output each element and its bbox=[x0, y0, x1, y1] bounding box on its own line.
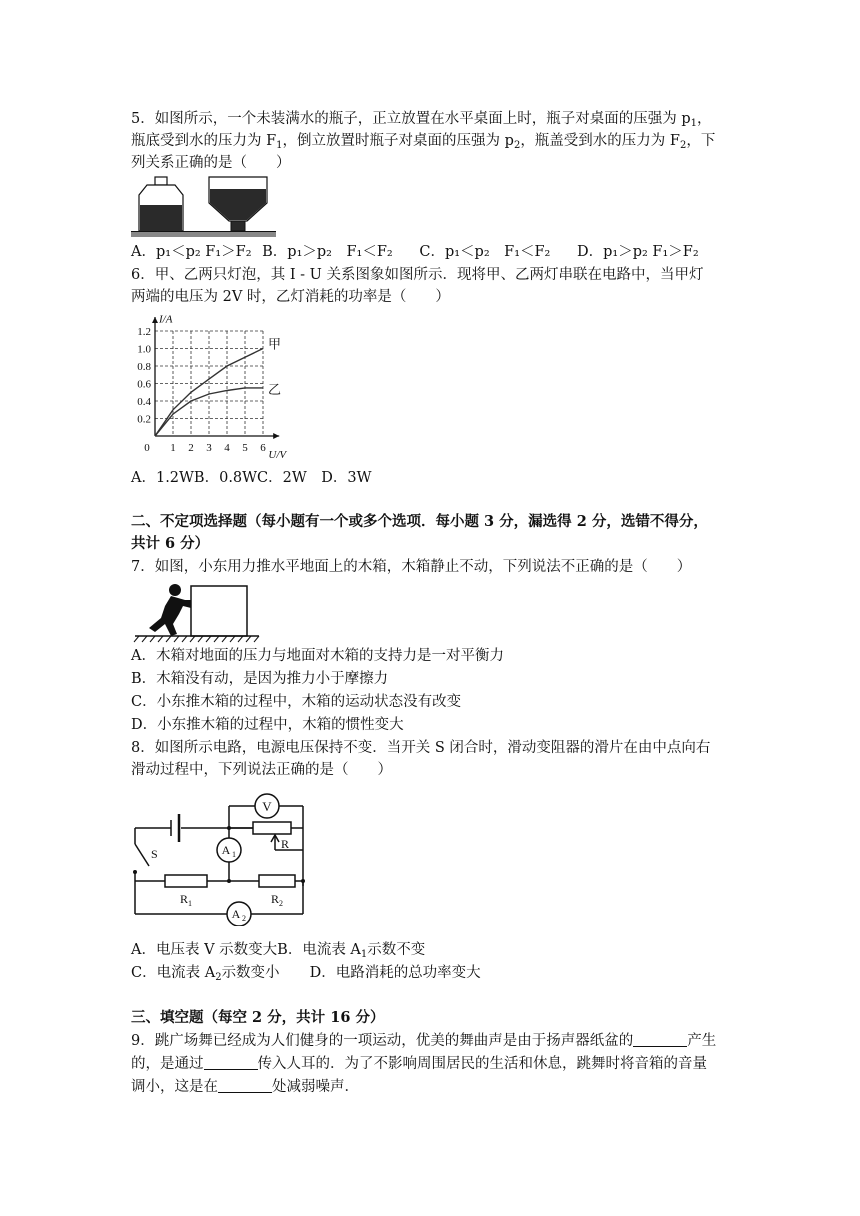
q5-options bbox=[131, 241, 699, 263]
svg-text:1: 1 bbox=[232, 850, 236, 859]
x-tick-label: 2 bbox=[188, 442, 194, 454]
q7-option-a[interactable]: A．木箱对地面的压力与地面对木箱的支持力是一对平衡力 bbox=[131, 648, 504, 664]
series-label-1: 乙 bbox=[268, 382, 282, 398]
section2-heading-line2: 共计 6 分） bbox=[131, 535, 210, 552]
ammeter-a2-icon bbox=[227, 902, 251, 926]
q9-line2: 的，是通过 传入人耳的．为了不影响周围居民的生活和休息，跳舞时将音箱的音量 bbox=[131, 1056, 707, 1072]
q8-option-a[interactable]: A．电压表 V 示数变大 bbox=[131, 942, 278, 958]
voltmeter-icon bbox=[255, 794, 279, 818]
upright-bottle bbox=[139, 177, 183, 231]
circuit-diagram bbox=[125, 786, 310, 926]
y-axis-arrow bbox=[152, 317, 158, 323]
section2-heading-line1: 二、不定项选择题（每小题有一个或多个选项．每小题 3 分，漏选得 2 分，选错不得分， bbox=[131, 513, 708, 530]
r1-label: R bbox=[180, 892, 189, 906]
q6-line1: 6．甲、乙两只灯泡，其 I - U 关系图象如图所示．现将甲、乙两灯串联在电路中，当甲灯 bbox=[131, 267, 704, 283]
q6-options: A．1.2WB．0.8WC．2W D．3W bbox=[131, 470, 372, 486]
q8-options-row1 bbox=[131, 939, 425, 961]
rheostat-label: R bbox=[281, 837, 290, 851]
x-tick-label: 6 bbox=[260, 442, 266, 454]
y-tick-label: 1.2 bbox=[137, 326, 151, 338]
q8-option-b[interactable]: B．电流表 $A_1$示数不变 bbox=[277, 942, 426, 960]
x-tick-label: 1 bbox=[170, 442, 176, 454]
q8-option-c[interactable]: C．电流表 $A_2$示数变小 bbox=[131, 965, 280, 983]
section3-heading: 三、填空题（每空 2 分，共计 16 分） bbox=[131, 1009, 385, 1026]
q9-blank-1[interactable] bbox=[633, 1032, 687, 1047]
y-tick-label: 0.6 bbox=[137, 378, 151, 391]
q7-option-b[interactable]: B．木箱没有动，是因为推力小于摩擦力 bbox=[131, 671, 389, 687]
q6-line2: 两端的电压为 2V 时，乙灯消耗的功率是（ ） bbox=[131, 289, 450, 305]
q7-stem: 7．如图，小东用力推水平地面上的木箱，木箱静止不动，下列说法不正确的是（ ） bbox=[131, 559, 692, 575]
svg-text:1: 1 bbox=[188, 899, 192, 908]
q5-option-c[interactable]: C．p₁＜p₂ F₁＜F₂ bbox=[419, 244, 551, 260]
push-box-figure bbox=[131, 578, 261, 644]
wooden-box bbox=[191, 586, 247, 636]
inverted-bottle bbox=[209, 177, 267, 231]
q5-option-a[interactable]: A．p₁＜p₂ F₁＞F₂ bbox=[131, 244, 252, 260]
q8-options-row2 bbox=[131, 962, 481, 984]
r2-label: R bbox=[271, 892, 280, 906]
q9-blank-3[interactable] bbox=[218, 1078, 272, 1093]
q5-line2: 瓶底受到水的压力为 $F_1$，倒立放置时瓶子对桌面的压强为 $p_2$，瓶盖受到水的压力为 $F_2$，下 bbox=[131, 133, 716, 151]
q8-option-d[interactable]: D．电路消耗的总功率变大 bbox=[309, 965, 481, 981]
y-tick-label: 1.0 bbox=[137, 343, 151, 356]
x-tick-label: 3 bbox=[206, 442, 212, 454]
q9-line1: 9．跳广场舞已经成为人们健身的一项运动，优美的舞曲声是由于扬声器纸盆的 产生 bbox=[131, 1033, 717, 1049]
x-axis-arrow bbox=[273, 433, 279, 439]
q5-line1: 5．如图所示，一个未装满水的瓶子，正立放置在水平桌面上时，瓶子对桌面的压强为 $p_1$， bbox=[131, 111, 712, 129]
svg-text:2: 2 bbox=[242, 914, 246, 923]
bottles-figure bbox=[131, 175, 276, 237]
iu-chart bbox=[125, 306, 290, 468]
q7-option-c[interactable]: C．小东推木箱的过程中，木箱的运动状态没有改变 bbox=[131, 694, 462, 710]
q7-option-d[interactable]: D．小东推木箱的过程中，木箱的惯性变大 bbox=[131, 717, 404, 733]
x-tick-label: 0 bbox=[144, 442, 150, 454]
svg-text:V: V bbox=[262, 799, 272, 814]
y-tick-label: 0.2 bbox=[137, 413, 151, 426]
q5-option-b[interactable]: B．p₁＞p₂ F₁＜F₂ bbox=[262, 244, 393, 260]
q9-line3: 调小，这是在 处减弱噪声． bbox=[131, 1079, 359, 1095]
y-axis-label: I/A bbox=[159, 313, 173, 326]
x-axis-label: U/V bbox=[268, 449, 287, 461]
y-tick-label: 0.8 bbox=[137, 361, 151, 373]
svg-text:2: 2 bbox=[279, 899, 283, 908]
q8-line2: 滑动过程中，下列说法正确的是（ ） bbox=[131, 762, 392, 778]
q5-option-d[interactable]: D．p₁＞p₂ F₁＞F₂ bbox=[576, 244, 699, 260]
svg-text:A: A bbox=[231, 907, 241, 921]
y-tick-label: 0.4 bbox=[137, 396, 151, 408]
ammeter-a1-icon bbox=[217, 838, 241, 862]
series-label-0: 甲 bbox=[268, 337, 282, 353]
person-silhouette bbox=[149, 584, 191, 636]
x-tick-label: 4 bbox=[224, 442, 230, 454]
q5-line3: 列关系正确的是（ ） bbox=[131, 155, 291, 171]
svg-text:A: A bbox=[221, 843, 231, 857]
q8-line1: 8．如图所示电路，电源电压保持不变．当开关 S 闭合时，滑动变阻器的滑片在由中点向右 bbox=[131, 740, 711, 756]
x-tick-label: 5 bbox=[242, 442, 248, 454]
switch-label: S bbox=[151, 847, 158, 861]
q9-blank-2[interactable] bbox=[204, 1055, 258, 1070]
